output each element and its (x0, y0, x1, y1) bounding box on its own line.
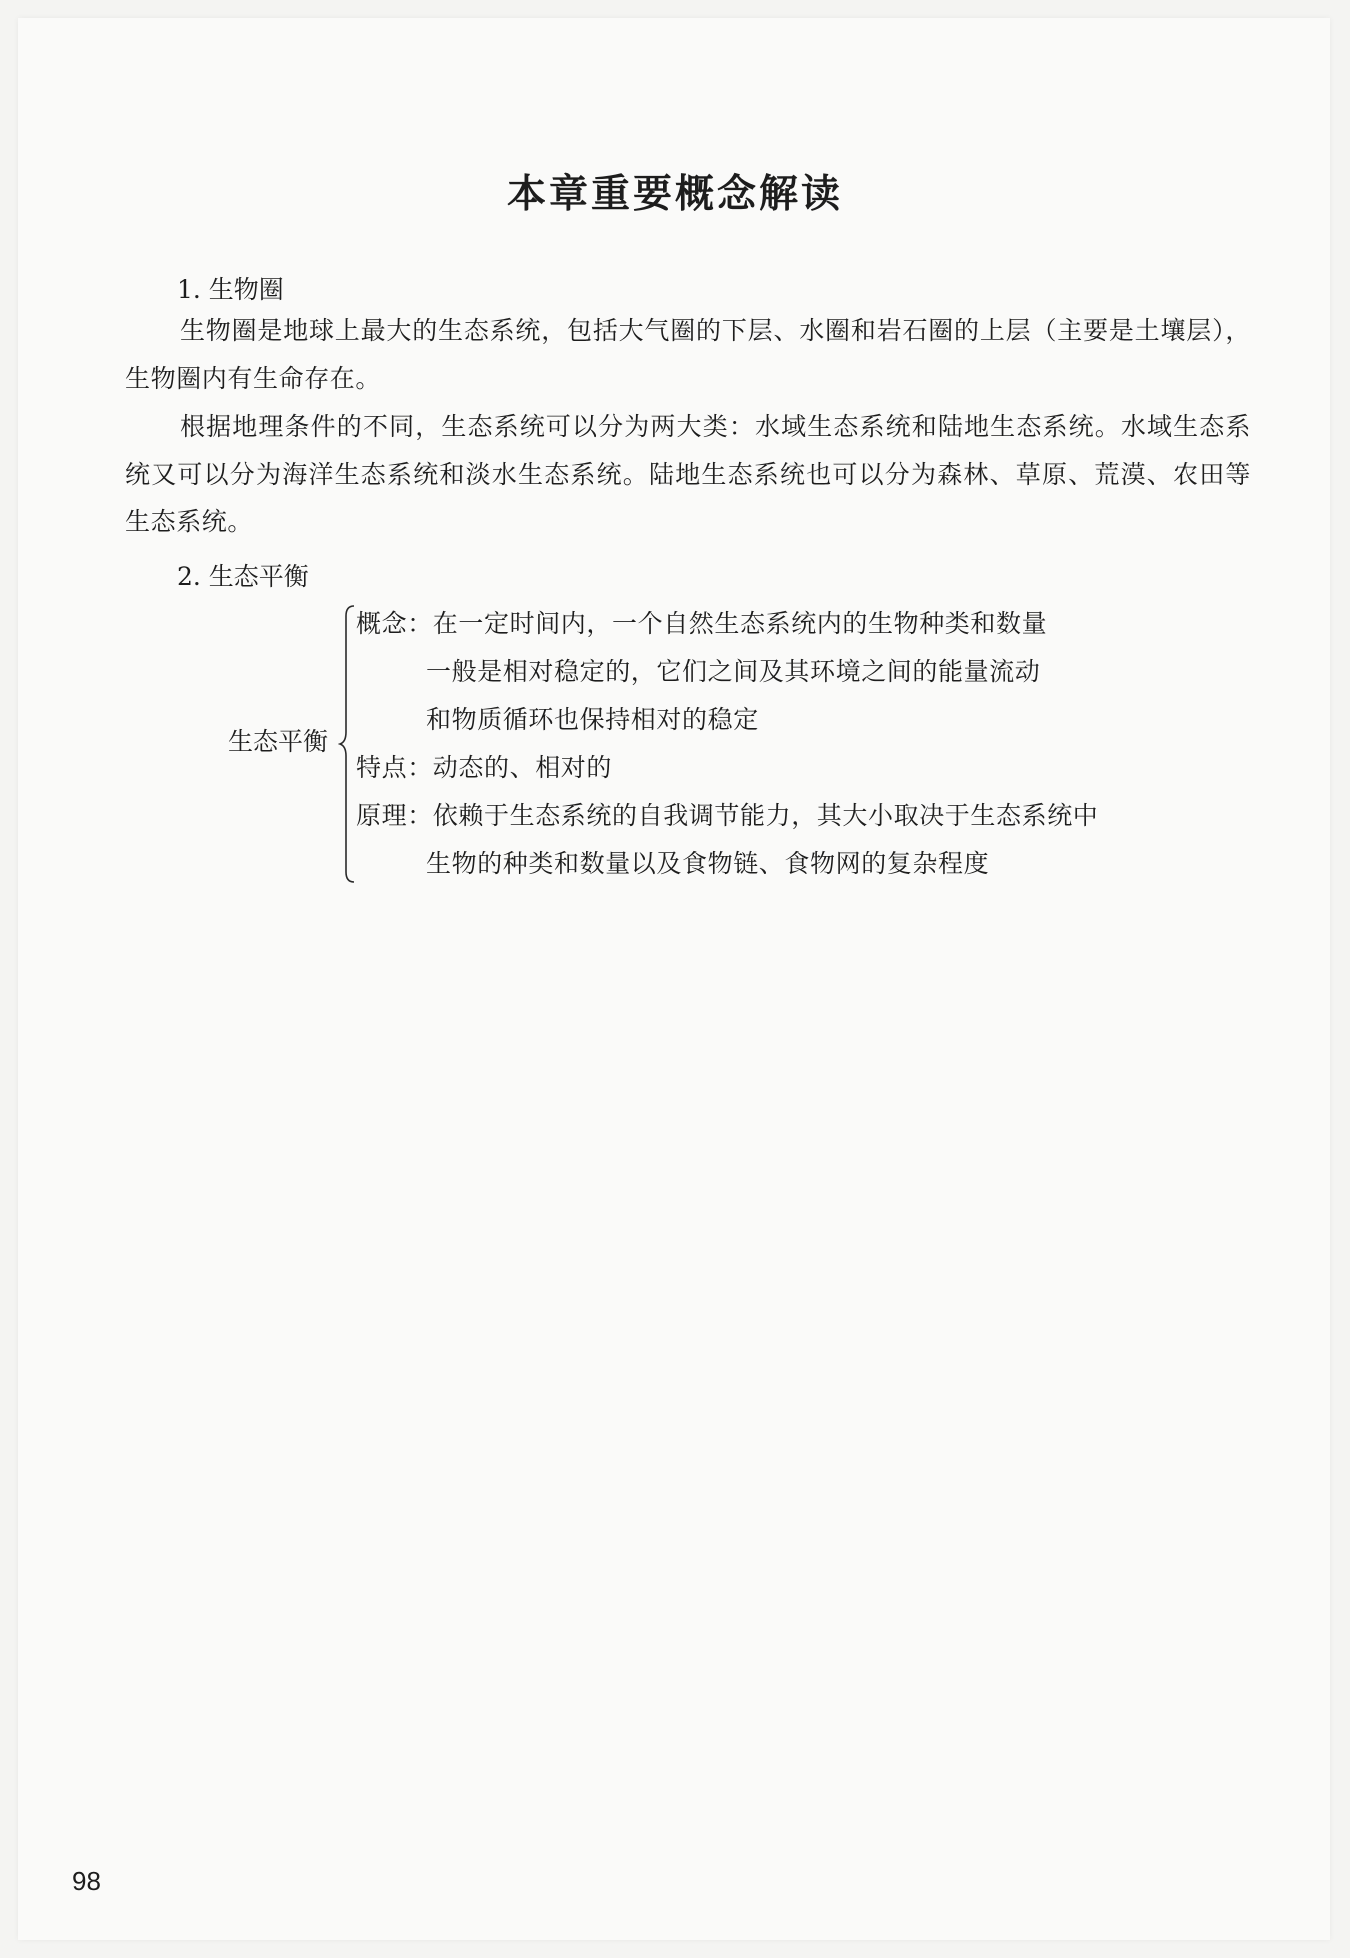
concept-line-3: 和物质循环也保持相对的稳定 (426, 705, 759, 734)
section-heading-biosphere: 1. 生物圈 (177, 275, 284, 304)
concept-line-2: 一般是相对稳定的，它们之间及其环境之间的能量流动 (426, 657, 1041, 686)
concept-line-1: 概念：在一定时间内，一个自然生态系统内的生物种类和数量 (356, 609, 1048, 638)
ecological-balance-label: 生态平衡 (228, 727, 329, 756)
principle-line-2: 生物的种类和数量以及食物链、食物网的复杂程度 (426, 849, 990, 878)
page-number: 98 (72, 1866, 101, 1896)
page-title: 本章重要概念解读 (506, 171, 843, 217)
curly-brace-icon (338, 604, 358, 884)
paragraph-biosphere-definition: 生物圈是地球上最大的生态系统，包括大气圈的下层、水圈和岩石圈的上层（主要是土壤层），生物圈内有生命存在。 (125, 316, 1251, 393)
paragraph-ecosystem-types: 根据地理条件的不同，生态系统可以分为两大类：水域生态系统和陆地生态系统。水域生态系统又可以分为海洋生态系统和淡水生态系统。陆地生态系统也可以分为森林、草原、荒漠、农田等生态系统。 (125, 412, 1251, 536)
section-heading-ecological-balance: 2. 生态平衡 (177, 562, 309, 591)
principle-line-1: 原理：依赖于生态系统的自我调节能力，其大小取决于生态系统中 (356, 801, 1099, 830)
feature-line-1: 特点：动态的、相对的 (356, 753, 613, 782)
